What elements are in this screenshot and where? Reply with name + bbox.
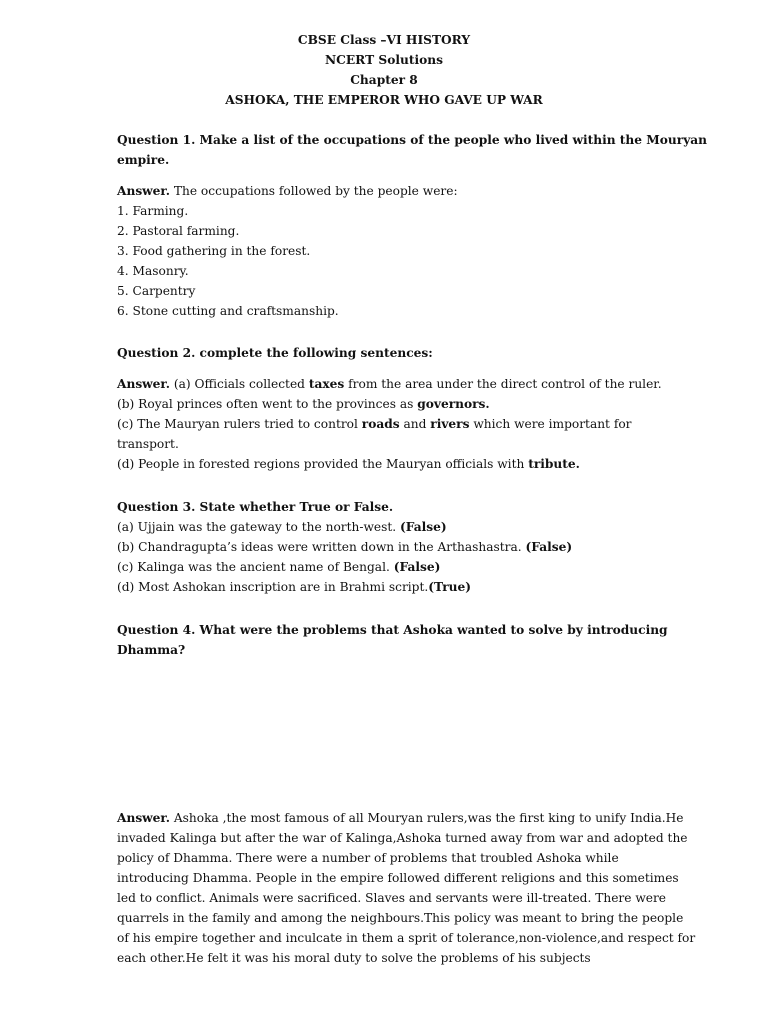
answer-4-line — [117, 808, 684, 828]
answer-1-block — [117, 181, 657, 321]
answer-4-text: Ashoka ,the most famous of all Mouryan rulers,was the first king to unify India.He — [169, 811, 684, 825]
answer-2-c-text-end: which were important for — [469, 417, 632, 431]
answer-2-a-text: (a) Officials collected — [169, 377, 309, 391]
answer-3-b — [117, 537, 657, 557]
answer-4-line: introducing Dhamma. People in the empire followed different religions and this sometimes — [117, 871, 679, 885]
answer-3-d-verdict: (True) — [428, 580, 472, 594]
answer-1-intro — [117, 181, 657, 201]
header-subtitle: NCERT Solutions — [325, 53, 443, 67]
answer-2-a-fill: taxes — [308, 377, 345, 391]
question-4-text-cont: Dhamma? — [117, 643, 186, 657]
answer-1-intro-text: The occupations followed by the people were: — [169, 184, 458, 198]
question-3-block — [117, 497, 657, 597]
answer-2-b-text: (b) Royal princes often went to the provinces as — [117, 397, 418, 411]
answer-2-c-cont: transport. — [117, 437, 179, 451]
answer-3-c-verdict: (False) — [393, 560, 441, 574]
answer-2-c-text: (c) The Mauryan rulers tried to control — [117, 417, 362, 431]
answer-3-a-verdict: (False) — [400, 520, 447, 534]
answer-2-d-fill: tribute. — [528, 457, 580, 471]
answer-4-line: each other.He felt it was his moral duty to solve the problems of his subjects — [117, 951, 591, 965]
answer-2-d-text: (d) People in forested regions provided the Mauryan officials with — [117, 457, 529, 471]
header-class-line: CBSE Class –VI HISTORY — [297, 33, 471, 47]
answer-3-a — [117, 517, 657, 537]
answer-2-c — [117, 414, 657, 434]
list-item: 1. Farming. — [117, 204, 189, 218]
answer-2-c-fill-2: rivers — [430, 417, 470, 431]
answer-2-b-fill: governors. — [417, 397, 490, 411]
answer-label: Answer. — [117, 811, 170, 825]
question-4-block — [117, 620, 668, 660]
question-4-text: Question 4. What were the problems that Ashoka wanted to solve by introducing — [117, 623, 668, 637]
answer-4-line: quarrels in the family and among the neighbours.This policy was meant to bring the people — [117, 911, 684, 925]
question-2-text: Question 2. complete the following sentences: — [117, 346, 433, 360]
answer-3-b-text: (b) Chandragupta’s ideas were written down in the Arthashastra. — [117, 540, 526, 554]
answer-3-d-text: (d) Most Ashokan inscription are in Brahmi script. — [117, 580, 429, 594]
answer-3-c-text: (c) Kalinga was the ancient name of Bengal. — [117, 560, 394, 574]
answer-4-line: of his empire together and inculcate in them a sprit of tolerance,non-violence,and respect for — [117, 931, 696, 945]
answer-3-a-text: (a) Ujjain was the gateway to the north-west. — [117, 520, 401, 534]
header-chapter: Chapter 8 — [350, 73, 418, 87]
answer-3-c — [117, 557, 657, 577]
question-1-text-cont: empire. — [117, 153, 170, 167]
answer-2-b — [117, 394, 657, 414]
answer-4-line: policy of Dhamma. There were a number of problems that troubled Ashoka while — [117, 851, 619, 865]
answer-3-b-verdict: (False) — [525, 540, 573, 554]
answer-3-d — [117, 577, 657, 597]
document-header — [0, 30, 768, 110]
answer-4-line: led to conflict. Animals were sacrificed. Slaves and servants were ill-treated. There were — [117, 891, 667, 905]
header-chapter-title: ASHOKA, THE EMPEROR WHO GAVE UP WAR — [225, 93, 543, 107]
list-item: 3. Food gathering in the forest. — [117, 244, 311, 258]
answer-2-a-text-end: from the area under the direct control of the ruler. — [344, 377, 662, 391]
question-1-text: Question 1. Make a list of the occupations of the people who lived within the Mouryan — [117, 133, 708, 147]
list-item: 6. Stone cutting and craftsmanship. — [117, 304, 339, 318]
answer-2-block — [117, 374, 662, 474]
answer-2-c-mid: and — [399, 417, 431, 431]
answer-2-c-fill-1: roads — [361, 417, 400, 431]
answer-4-block — [117, 808, 696, 968]
answer-4-line: invaded Kalinga but after the war of Kalinga,Ashoka turned away from war and adopted the — [117, 831, 688, 845]
answer-label: Answer. — [117, 377, 170, 391]
answer-label: Answer. — [117, 184, 170, 198]
answer-2-d — [117, 454, 657, 474]
question-3-text: Question 3. State whether True or False. — [117, 500, 394, 514]
question-1-block — [117, 130, 708, 170]
list-item: 4. Masonry. — [117, 264, 189, 278]
answer-2-a — [117, 374, 662, 394]
list-item: 2. Pastoral farming. — [117, 224, 240, 238]
question-2-block — [117, 343, 657, 363]
list-item: 5. Carpentry — [117, 284, 196, 298]
